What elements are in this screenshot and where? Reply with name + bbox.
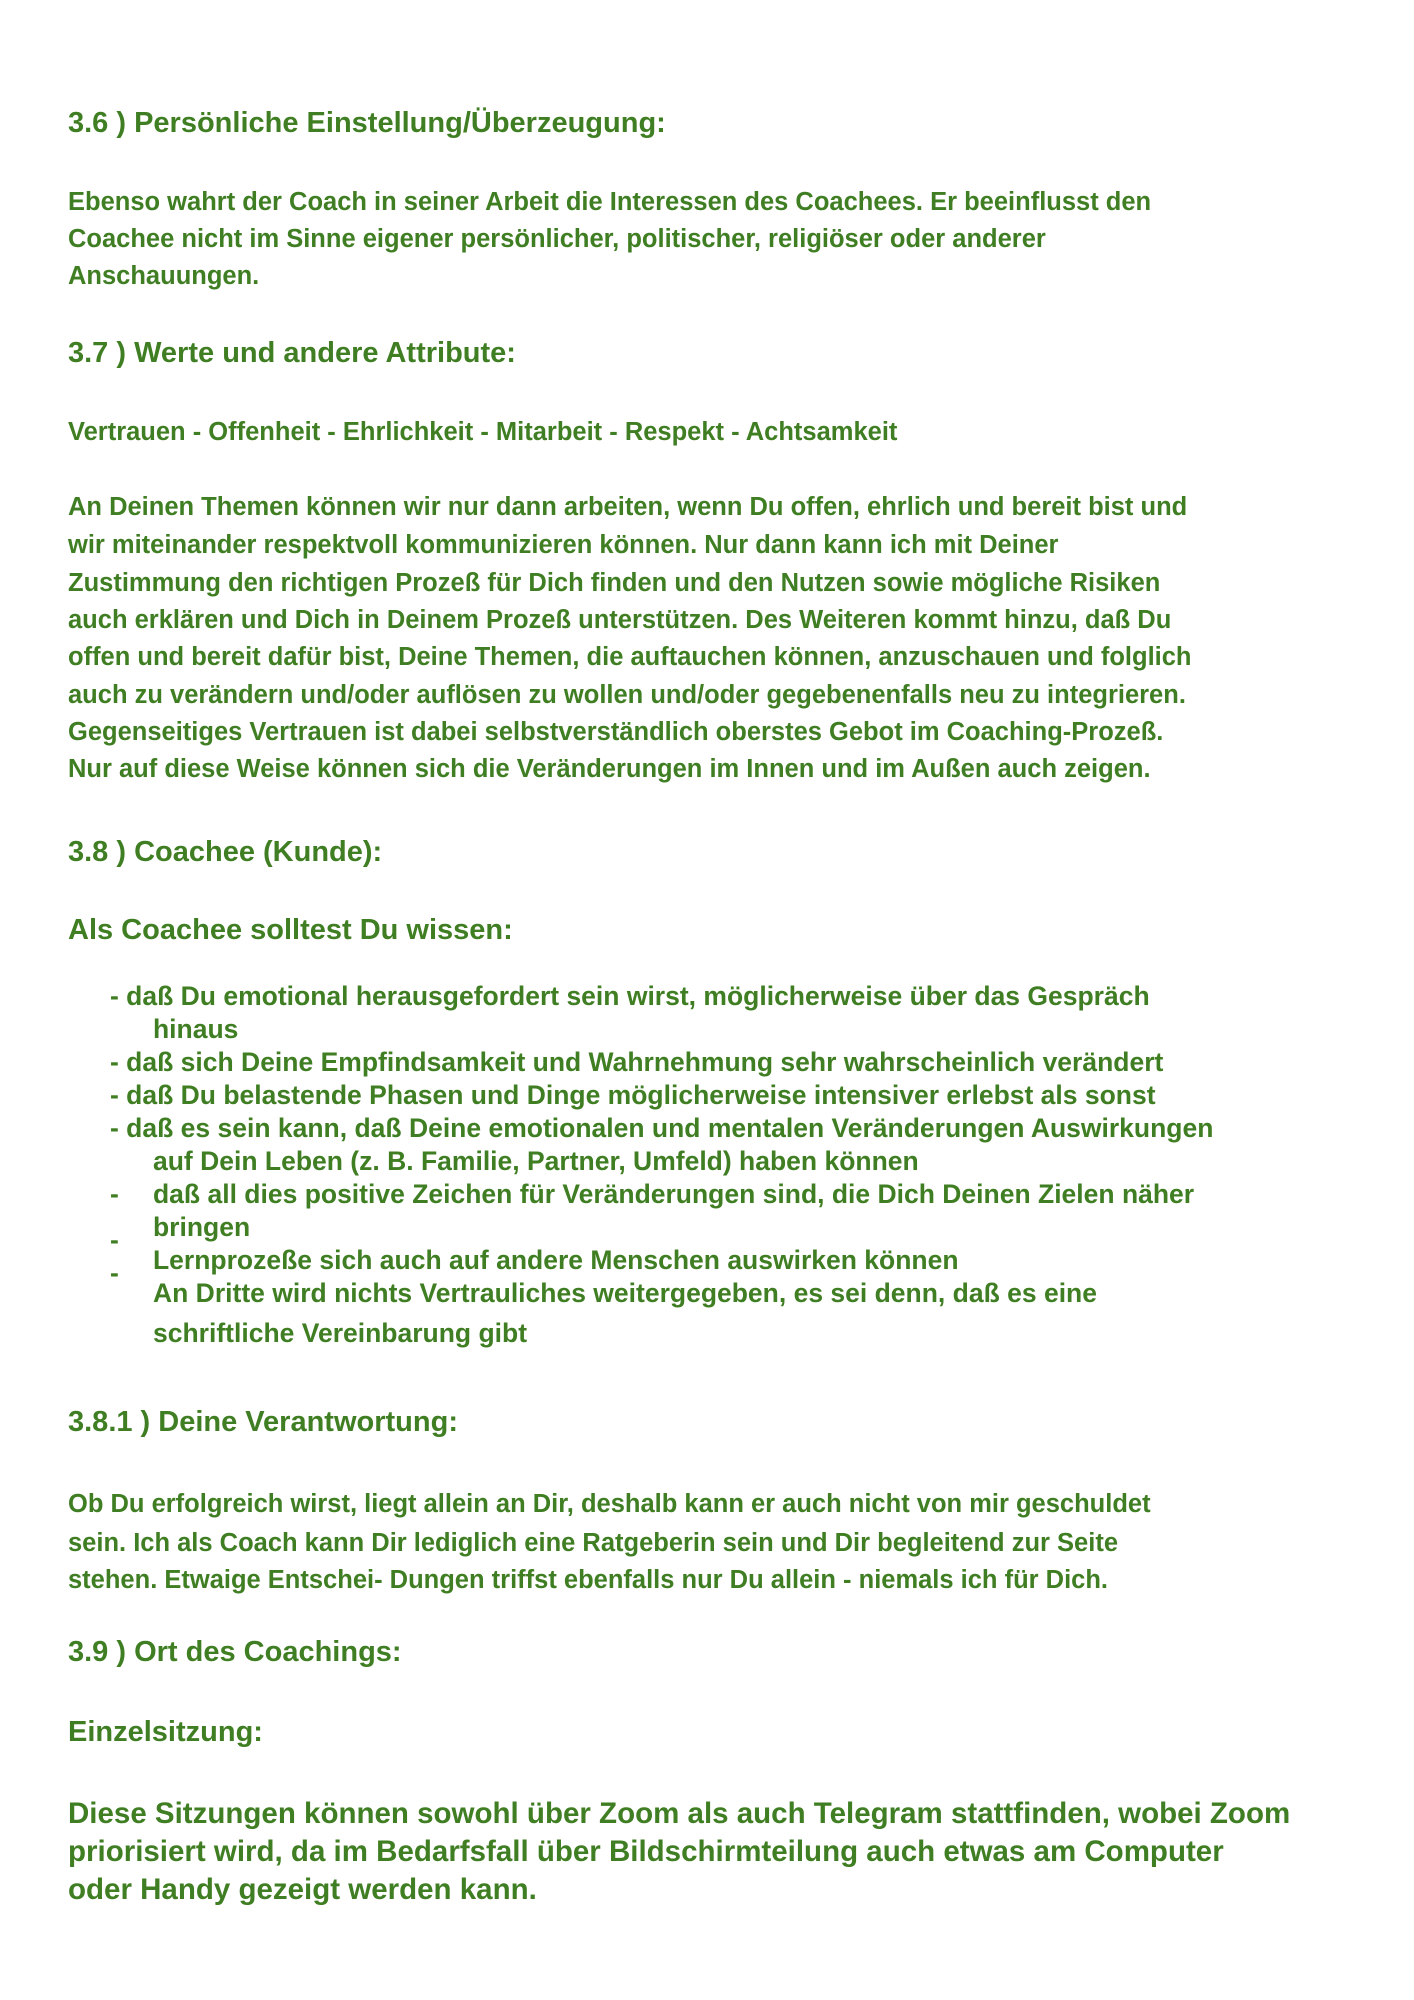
text-line: Anschauungen. (68, 262, 260, 290)
text-line: auch zu verändern und/oder auflösen zu wollen und/oder gegebenenfalls neu zu integrieren. (68, 681, 1186, 709)
bullet-item: - daß sich Deine Empfindsamkeit und Wahrnehmung sehr wahrscheinlich verändert (110, 1047, 1164, 1077)
section-3-9-paragraph (68, 1795, 1290, 1909)
section-3-8-1-heading: 3.8.1 ) Deine Verantwortung: (68, 1406, 458, 1438)
bullet-dash: - (110, 1225, 119, 1255)
bullet-item: - daß Du belastende Phasen und Dinge möglicherweise intensiver erlebst als sonst (110, 1080, 1156, 1110)
text-line: Ebenso wahrt der Coach in seiner Arbeit die Interessen des Coachees. Er beeinflusst den (68, 188, 1152, 216)
section-3-8-subheading: Als Coachee solltest Du wissen: (68, 914, 513, 946)
text-line: Gegenseitiges Vertrauen ist dabei selbstverständlich oberstes Gebot im Coaching-Prozeß. (68, 718, 1164, 746)
section-3-7-paragraph (68, 488, 1192, 788)
text-line: Nur auf diese Weise können sich die Veränderungen im Innen und im Außen auch zeigen. (68, 755, 1151, 783)
text-line: Ob Du erfolgreich wirst, liegt allein an Dir, deshalb kann er auch nicht von mir geschuldet (68, 1490, 1151, 1518)
section-3-9-heading: 3.9 ) Ort des Coachings: (68, 1636, 402, 1668)
text-line: oder Handy gezeigt werden kann. (68, 1873, 537, 1906)
bullet-continuation: bringen (153, 1212, 251, 1242)
bullet-dash: - (110, 1179, 119, 1209)
section-3-7-heading: 3.7 ) Werte und andere Attribute: (68, 337, 516, 369)
bullet-item: daß all dies positive Zeichen für Veränderungen sind, die Dich Deinen Zielen näher (153, 1179, 1195, 1209)
section-3-6-heading: 3.6 ) Persönliche Einstellung/Überzeugung: (68, 107, 666, 139)
bullet-item: An Dritte wird nichts Vertrauliches weitergegeben, es sei denn, daß es eine (153, 1278, 1097, 1308)
bullet-item: - daß es sein kann, daß Deine emotionalen und mentalen Veränderungen Auswirkungen (110, 1113, 1214, 1143)
section-3-8-1-paragraph (68, 1484, 1151, 1598)
text-line: auch erklären und Dich in Deinem Prozeß unterstützen. Des Weiteren kommt hinzu, daß Du (68, 606, 1172, 634)
bullet-item: Lernprozeße sich auch auf andere Menschen auswirken können (153, 1245, 959, 1275)
text-line: wir miteinander respektvoll kommunizieren können. Nur dann kann ich mit Deiner (68, 531, 1059, 559)
section-3-6-paragraph (68, 184, 1151, 294)
bullet-item: - daß Du emotional herausgefordert sein wirst, möglicherweise über das Gespräch (110, 981, 1150, 1011)
text-line: offen und bereit dafür bist, Deine Themen, die auftauchen können, anzuschauen und folglich (68, 643, 1192, 671)
text-line: An Deinen Themen können wir nur dann arbeiten, wenn Du offen, ehrlich und bereit bist und (68, 493, 1188, 521)
text-line: Coachee nicht im Sinne eigener persönlicher, politischer, religiöser oder anderer (68, 225, 1046, 253)
section-3-9-subheading: Einzelsitzung: (68, 1716, 263, 1748)
text-line: Diese Sitzungen können sowohl über Zoom als auch Telegram stattfinden, wobei Zoom (68, 1797, 1291, 1830)
text-line: priorisiert wird, da im Bedarfsfall über Bildschirmteilung auch etwas am Computer (68, 1835, 1224, 1868)
bullet-continuation: auf Dein Leben (z. B. Familie, Partner, Umfeld) haben können (153, 1146, 919, 1176)
bullet-continuation: hinaus (153, 1014, 239, 1044)
text-line: stehen. Etwaige Entschei- Dungen triffst ebenfalls nur Du allein - niemals ich für Dich. (68, 1566, 1109, 1594)
section-3-8-heading: 3.8 ) Coachee (Kunde): (68, 836, 383, 868)
bullet-continuation: schriftliche Vereinbarung gibt (153, 1318, 528, 1348)
bullet-dash: - (110, 1258, 119, 1288)
values-line: Vertrauen - Offenheit - Ehrlichkeit - Mitarbeit - Respekt - Achtsamkeit (68, 418, 898, 446)
text-line: Zustimmung den richtigen Prozeß für Dich finden und den Nutzen sowie mögliche Risiken (68, 569, 1161, 597)
text-line: sein. Ich als Coach kann Dir lediglich eine Ratgeberin sein und Dir begleitend zur Seite (68, 1529, 1118, 1557)
